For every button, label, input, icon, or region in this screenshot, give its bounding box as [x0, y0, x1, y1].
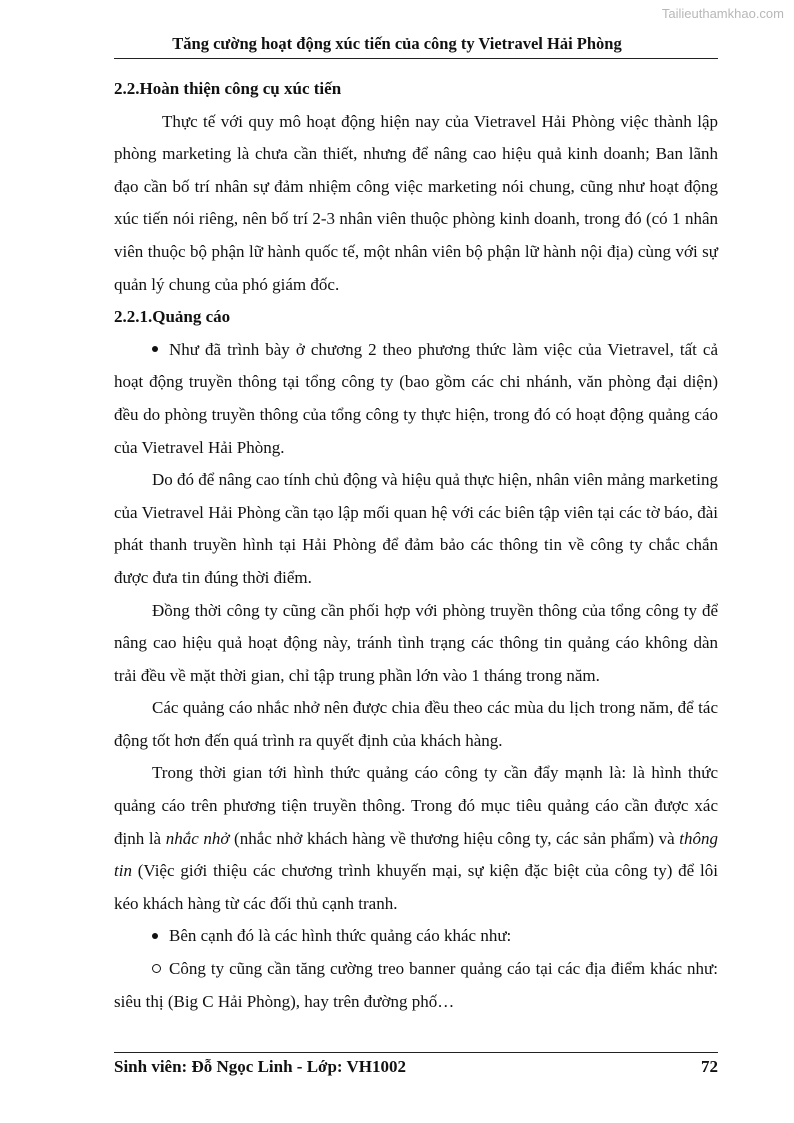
page-header-title: Tăng cường hoạt động xúc tiến của công ty Vietravel Hải Phòng: [172, 34, 622, 53]
page-number: 72: [701, 1057, 718, 1076]
p4-text-3: (Việc giới thiệu các chương trình khuyến mại, sự kiện đặc biệt của công ty) để lôi kéo khách hàng từ các đối thủ cạnh tranh.: [114, 861, 718, 913]
document-body: [114, 73, 718, 1018]
paragraph-2: Đồng thời công ty cũng cần phối hợp với phòng truyền thông của tổng công ty để nâng cao hiệu quả hoạt động này, tránh tình trạng các thông tin quảng cáo không dàn trải đều về mặt thời gian, chỉ tập trung phần lớn vào 1 tháng trong năm.: [114, 600, 718, 685]
footer-divider: [114, 1052, 718, 1053]
intro-paragraph: Thực tế với quy mô hoạt động hiện nay của Vietravel Hải Phòng việc thành lập phòng marketing là chưa cần thiết, nhưng để nâng cao hiệu quả kinh doanh; Ban lãnh đạo cần bố trí nhân sự đảm nhiệm công việc marketing nói chung, cũng như hoạt động xúc tiến nói riêng, nên bố trí 2-3 nhân viên thuộc phòng kinh doanh, trong đó (có 1 nhân viên thuộc bộ phận lữ hành quốc tế, một nhân viên bộ phận lữ hành nội địa) cùng với sự quản lý chung của phó giám đốc.: [114, 111, 718, 294]
bullet-icon: [152, 933, 158, 939]
sub-item-text: Công ty cũng cần tăng cường treo banner quảng cáo tại các địa điểm khác như: siêu thị (Big C Hải Phòng), hay trên đường phố…: [114, 959, 718, 1011]
bullet-paragraph-2: [114, 920, 718, 953]
bullet-text-1: Như đã trình bày ở chương 2 theo phương thức làm việc của Vietravel, tất cả hoạt động truyền thông tại tổng công ty (bao gồm các chi nhánh, văn phòng đại diện) đều do phòng truyền thông của tổng công ty thực hiện, trong đó có hoạt động quảng cáo của Vietravel Hải Phòng.: [114, 339, 718, 457]
bullet-text-2: Bên cạnh đó là các hình thức quảng cáo khác như:: [169, 926, 512, 946]
paragraph-1: Do đó để nâng cao tính chủ động và hiệu quả thực hiện, nhân viên mảng marketing của Vietravel Hải Phòng cần tạo lập mối quan hệ với các biên tập viên tại các tờ báo, đài phát thanh truyền hình tại Hải Phòng để đảm bảo các thông tin về công ty chắc chắn được đưa tin đúng thời điểm.: [114, 470, 718, 587]
header-divider: [114, 58, 718, 59]
paragraph-4: [114, 757, 718, 920]
watermark-text: Tailieuthamkhao.com: [661, 6, 784, 21]
p4-text-2: (nhắc nhở khách hàng về thương hiệu công ty, các sản phẩm) và: [229, 828, 680, 848]
subsection-heading: 2.2.1.Quảng cáo: [114, 307, 231, 327]
bullet-paragraph-1: [114, 334, 718, 464]
page-footer: [114, 1057, 718, 1077]
footer-student-info: Sinh viên: Đỗ Ngọc Linh - Lớp: VH1002: [114, 1057, 407, 1076]
p4-emphasis-2: thông tin: [114, 828, 718, 881]
circle-bullet-icon: [152, 964, 161, 973]
sub-item-paragraph: [114, 953, 718, 1018]
p4-text-1: Trong thời gian tới hình thức quảng cáo công ty cần đẩy mạnh là: là hình thức quảng cáo trên phương tiện truyền thông. Trong đó mục tiêu quảng cáo cần được xác định là: [114, 763, 718, 848]
bullet-icon: [152, 346, 158, 352]
section-heading: 2.2.Hoàn thiện công cụ xúc tiến: [114, 79, 342, 98]
paragraph-3: Các quảng cáo nhắc nhở nên được chia đều theo các mùa du lịch trong năm, để tác động tốt hơn đến quá trình ra quyết định của khách hàng.: [114, 698, 718, 750]
p4-emphasis-1: nhắc nhở: [165, 828, 230, 848]
